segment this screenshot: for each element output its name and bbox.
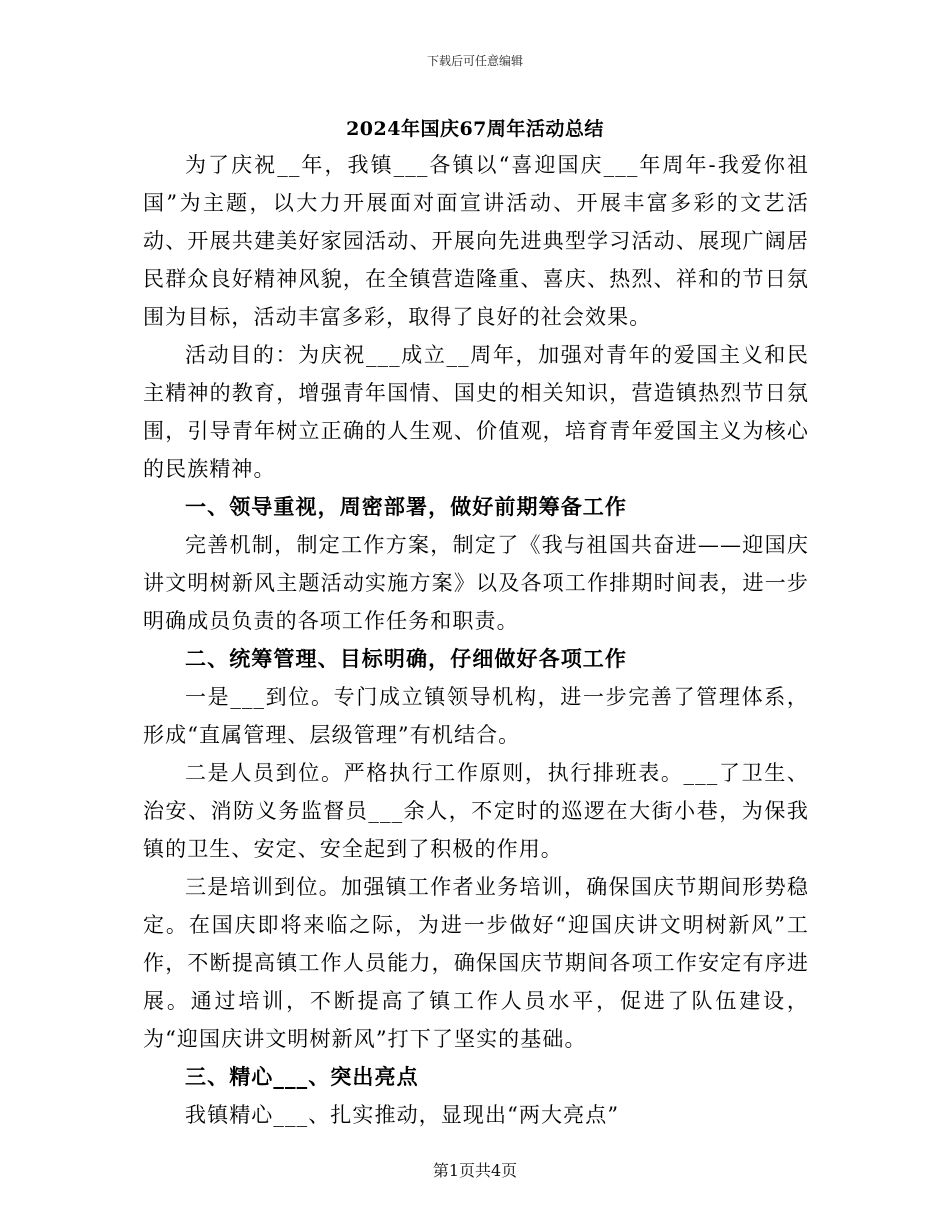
header-note: 下载后可任意编辑 — [426, 54, 523, 68]
document-body — [143, 146, 809, 1134]
page-indicator: 第1页共4页 — [432, 1161, 518, 1180]
section-heading-2: 二、统筹管理、目标明确，仔细做好各项工作 — [185, 646, 627, 671]
section-heading-1: 一、领导重视，周密部署，做好前期筹备工作 — [185, 494, 627, 519]
paragraph-purpose: 活动目的：为庆祝___成立__周年，加强对青年的爱国主义和民主精神的教育，增强青年国情、国史的相关知识，营造镇热烈节日氛围，引导青年树立正确的人生观、价值观，培育青年爱国主义为核心的民族精神。 — [143, 343, 809, 481]
paragraph-section-1: 完善机制，制定工作方案，制定了《我与祖国共奋进——迎国庆讲文明树新风主题活动实施方案》以及各项工作排期时间表，进一步明确成员负责的各项工作任务和职责。 — [143, 533, 809, 633]
paragraph-point-3: 三是培训到位。加强镇工作者业务培训，确保国庆节期间形势稳定。在国庆即将来临之际，为进一步做好“迎国庆讲文明树新风”工作，不断提高镇工作人员能力，确保国庆节期间各项工作安定有序进展。通过培训，不断提高了镇工作人员水平，促进了队伍建设，为“迎国庆讲文明树新风”打下了坚实的基础。 — [143, 875, 809, 1051]
paragraph-point-2: 二是人员到位。严格执行工作原则，执行排班表。___了卫生、治安、消防义务监督员___余人，不定时的巡逻在大街小巷，为保我镇的卫生、安定、安全起到了积极的作用。 — [143, 761, 809, 861]
section-heading-3: 三、精心___、突出亮点 — [185, 1064, 419, 1089]
document-title: 2024年国庆67周年活动总结 — [346, 118, 604, 140]
paragraph-point-1: 一是___到位。专门成立镇领导机构，进一步完善了管理体系，形成“直属管理、层级管理”有机结合。 — [143, 685, 809, 747]
paragraph-intro: 为了庆祝__年，我镇___各镇以“喜迎国庆___年周年-我爱你祖国”为主题，以大力开展面对面宣讲活动、开展丰富多彩的文艺活动、开展共建美好家园活动、开展向先进典型学习活动、展现广阔居民群众良好精神风貌，在全镇营造隆重、喜庆、热烈、祥和的节日氛围为目标，活动丰富多彩，取得了良好的社会效果。 — [143, 153, 809, 329]
paragraph-section-3: 我镇精心___、扎实推动，显现出“两大亮点” — [185, 1103, 620, 1127]
